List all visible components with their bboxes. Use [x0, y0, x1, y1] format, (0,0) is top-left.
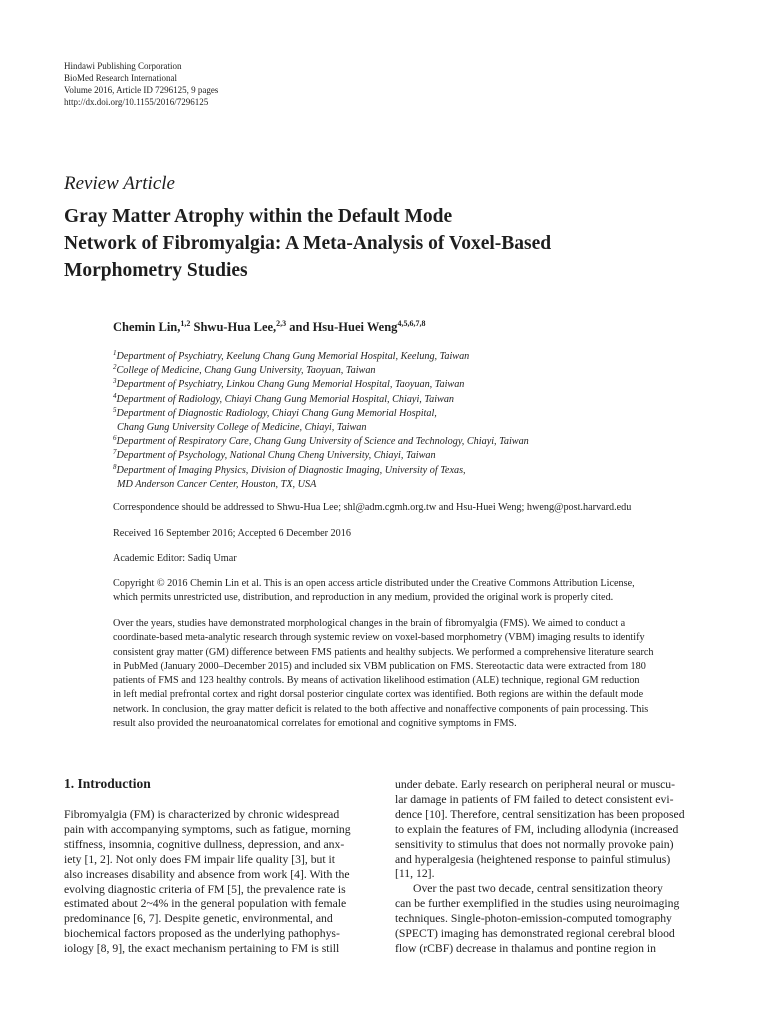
- copyright-notice: [113, 577, 713, 606]
- affiliation: [113, 378, 529, 392]
- affiliation-text: College of Medicine, Chang Gung University, Taoyuan, Taiwan: [116, 365, 376, 377]
- body-text-line: evolving diagnostic criteria of FM [5], the prevalence rate is: [64, 882, 346, 896]
- academic-editor: Academic Editor: Sadiq Umar: [113, 553, 237, 564]
- body-text-line: sensitivity to stimulus that does not normally provoke pain): [395, 837, 674, 851]
- title-line: Network of Fibromyalgia: A Meta-Analysis of Voxel-Based: [64, 233, 552, 254]
- body-text-line: (SPECT) imaging has demonstrated regional cerebral blood: [395, 927, 675, 941]
- affiliation-number: 4: [113, 391, 117, 400]
- author-affiliation-marker: 1,2: [180, 319, 191, 328]
- affiliation-list: [113, 350, 529, 492]
- affiliation-text: Department of Respiratory Care, Chang Gung University of Science and Technology, Chiayi, Taiwan: [116, 436, 529, 448]
- doi-link[interactable]: http://dx.doi.org/10.1155/2016/7296125: [64, 97, 209, 107]
- article-title: [64, 203, 724, 284]
- body-text-line: biochemical factors proposed as the underlying pathophys-: [64, 927, 340, 941]
- body-column-right: [395, 778, 705, 957]
- body-text-line: estimated about 2~4% in the general population with female: [64, 897, 347, 911]
- body-text-line: Fibromyalgia (FM) is characterized by chronic widespread: [64, 808, 340, 821]
- journal-name: BioMed Research International: [64, 73, 177, 83]
- body-column-left: [64, 808, 374, 957]
- affiliation-text: Department of Psychiatry, Linkou Chang Gung Memorial Hospital, Taoyuan, Taiwan: [116, 379, 465, 391]
- body-text-line: pain with accompanying symptoms, such as fatigue, morning: [64, 822, 351, 836]
- copyright-line: Copyright © 2016 Chemin Lin et al. This is an open access article distributed under the Creative Commons Attribution License,: [113, 578, 635, 589]
- body-text-line: dence [10]. Therefore, central sensitization has been proposed: [395, 807, 685, 821]
- author-list: [113, 320, 425, 335]
- body-text-line: stiffness, insomnia, cognitive dullness, depression, and anx-: [64, 837, 345, 851]
- body-text-line: techniques. Single-photon-emission-computed tomography: [395, 912, 672, 926]
- publisher-name: Hindawi Publishing Corporation: [64, 61, 182, 71]
- body-text-line: lar damage in patients of FM failed to detect consistent evi-: [395, 792, 674, 806]
- volume-info: Volume 2016, Article ID 7296125, 9 pages: [64, 85, 219, 95]
- affiliation-number: 8: [113, 462, 117, 471]
- affiliation-text: Chang Gung University College of Medicine, Chiayi, Taiwan: [117, 422, 367, 434]
- abstract: [113, 617, 713, 731]
- title-line: Gray Matter Atrophy within the Default Mode: [64, 206, 453, 227]
- body-text-line: [11, 12].: [395, 867, 435, 881]
- affiliation-continuation: [113, 478, 529, 492]
- author-affiliation-marker: 2,3: [276, 319, 287, 328]
- abstract-line: consistent gray matter (GM) difference between FMS patients and healthy subjects. We performed a comprehensive literature search: [113, 646, 654, 658]
- affiliation-continuation: [113, 421, 529, 435]
- title-line: Morphometry Studies: [64, 260, 248, 281]
- section-heading: 1. Introduction: [64, 776, 151, 791]
- affiliation-text: Department of Imaging Physics, Division of Diagnostic Imaging, University of Texas,: [116, 464, 466, 476]
- author-name: Chemin Lin,: [113, 320, 181, 334]
- abstract-line: result also provided the neuroanatomical correlates for emotional and cognitive symptoms in FMS.: [113, 718, 517, 730]
- affiliation-text: MD Anderson Cancer Center, Houston, TX, USA: [117, 478, 317, 490]
- author-affiliation-marker: 4,5,6,7,8: [397, 319, 426, 328]
- abstract-line: network. In conclusion, the gray matter deficit is related to the both affective and nonaffective components of pain processing. This: [113, 703, 649, 715]
- affiliation-number: 2: [113, 363, 117, 372]
- abstract-line: in left medial prefrontal cortex and right dorsal posterior cingulate cortex was identified. Both regions are within the default mode: [113, 689, 644, 701]
- affiliation: [113, 464, 529, 478]
- affiliation: [113, 449, 529, 463]
- body-text-line: under debate. Early research on peripheral neural or muscu-: [395, 778, 676, 791]
- affiliation-text: Department of Radiology, Chiayi Chang Gung Memorial Hospital, Chiayi, Taiwan: [116, 393, 455, 405]
- body-text-line: also increases disability and absence from work [4]. With the: [64, 867, 350, 881]
- affiliation: [113, 435, 529, 449]
- affiliation-number: 3: [113, 377, 117, 386]
- affiliation: [113, 407, 529, 421]
- article-type: Review Article: [64, 173, 175, 194]
- abstract-line: in PubMed (January 2000–December 2015) and included six VBM publication on FMS. Stereotactic data were extracted from 180: [113, 660, 646, 672]
- abstract-line: coordinate-based meta-analytic research through systemic review on voxel-based morphometry (VBM) imaging results to identify: [113, 632, 645, 644]
- author-name: Shwu-Hua Lee,: [193, 320, 277, 334]
- body-text-line: and hyperalgesia (heightened response to painful stimulus): [395, 852, 671, 866]
- abstract-line: patients of FMS and 123 healthy controls. By means of activation likelihood estimation (ALE) technique, regional GM reduction: [113, 675, 640, 687]
- affiliation-number: 7: [113, 448, 117, 457]
- affiliation: [113, 364, 529, 378]
- affiliation-text: Department of Diagnostic Radiology, Chiayi Chang Gung Memorial Hospital,: [116, 407, 437, 419]
- affiliation-number: 1: [113, 349, 117, 357]
- received-dates: Received 16 September 2016; Accepted 6 December 2016: [113, 528, 351, 539]
- abstract-line: Over the years, studies have demonstrated morphological changes in the brain of fibromyalgia (FMS). We aimed to conduct a: [113, 618, 626, 629]
- body-text-line: flow (rCBF) decrease in thalamus and pontine region in: [395, 941, 656, 955]
- body-text-line: Over the past two decade, central sensitization theory: [413, 882, 663, 896]
- journal-header: [64, 60, 218, 108]
- affiliation: [113, 350, 529, 364]
- body-text-line: can be further exemplified in the studies using neuroimaging: [395, 897, 680, 911]
- body-text-line: predominance [6, 7]. Despite genetic, environmental, and: [64, 912, 333, 926]
- affiliation-text: Department of Psychology, National Chung Cheng University, Chiayi, Taiwan: [116, 450, 436, 462]
- affiliation: [113, 393, 529, 407]
- author-name: and Hsu-Huei Weng: [289, 320, 398, 334]
- body-text-line: iology [8, 9], the exact mechanism pertaining to FM is still: [64, 942, 340, 956]
- affiliation-number: 5: [113, 405, 117, 414]
- correspondence: Correspondence should be addressed to Shwu-Hua Lee; shl@adm.cgmh.org.tw and Hsu-Huei Weng; hweng@post.harvard.edu: [113, 502, 632, 513]
- affiliation-number: 6: [113, 434, 117, 443]
- body-text-line: iety [1, 2]. Not only does FM impair life quality [3], but it: [64, 852, 336, 866]
- body-text-line: to explain the features of FM, including allodynia (increased: [395, 822, 679, 836]
- affiliation-text: Department of Psychiatry, Keelung Chang Gung Memorial Hospital, Keelung, Taiwan: [116, 351, 470, 362]
- copyright-line: which permits unrestricted use, distribution, and reproduction in any medium, provided the original work is properly cited.: [113, 592, 614, 604]
